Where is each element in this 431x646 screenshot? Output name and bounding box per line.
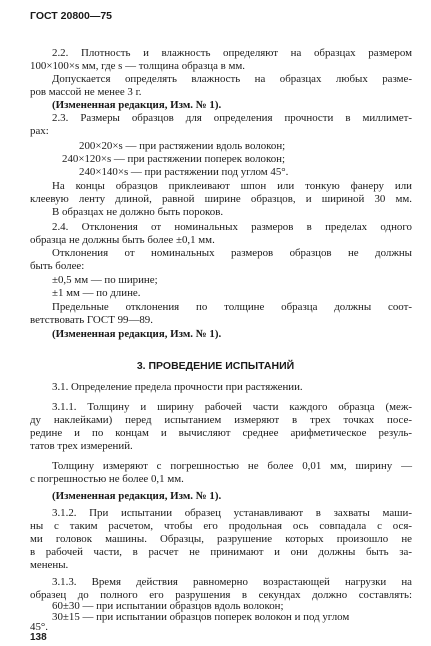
para-2-3-line-6: На концы образцов приклеивают шпон или тонкую фанеру или — [52, 180, 412, 192]
para-3-1-3-line-2: образец до полного его разрушения в секундах должно составлять: — [30, 589, 412, 601]
amendment-note: (Измененная редакция, Изм. № 1). — [52, 490, 222, 502]
para-2-2-line-1: 2.2. Плотность и влажность определяют на образцах размером — [52, 47, 412, 59]
para-2-4-line-1: 2.4. Отклонения от номинальных размеров в пределах одного — [52, 221, 412, 233]
para-3-1-1-line-2: ду наклейками) перед испытанием измеряют в трех точках посе- — [30, 414, 412, 426]
para-2-3-line-2: рах: — [30, 125, 49, 137]
para-2-3-line-1: 2.3. Размеры образцов для определения прочности в миллимет- — [52, 112, 412, 124]
para-3-1-1-line-3: редине и по концам и вычисляют среднее арифметическое резуль- — [30, 427, 412, 439]
para-3-1-1-line-5: Толщину измеряют с погрешностью не более 0,01 мм, ширину — — [52, 460, 412, 472]
para-2-4-line-8: ветствовать ГОСТ 99—89. — [30, 314, 153, 326]
para-2-4-line-2: образца не должны быть более ±0,1 мм. — [30, 234, 215, 246]
size-line-2: 240×120×s — при растяжении поперек волокон; — [62, 153, 286, 165]
tolerance-line-2: ±1 мм — по длине. — [52, 287, 141, 299]
para-3-1-1-line-4: татов трех измерений. — [30, 440, 133, 452]
amendment-note: (Измененная редакция, Изм. № 1). — [52, 99, 222, 111]
doc-header-ref: ГОСТ 20800—75 — [30, 10, 113, 22]
para-2-3-line-8: В образцах не должно быть пороков. — [52, 206, 224, 218]
size-line-1: 200×20×s — при растяжении вдоль волокон; — [79, 140, 286, 152]
para-2-2-line-2: 100×100×s мм, где s — толщина образца в мм. — [30, 60, 246, 72]
duration-line-2: 30±15 — при испытании образцов поперек волокон и под углом — [52, 611, 350, 623]
para-3-1-1-line-6: с погрешностью не более 0,1 мм. — [30, 473, 184, 485]
para-3-1-2-line-5: менены. — [30, 559, 69, 571]
para-2-2-line-3: Допускается определять влажность на образцах любых разме- — [52, 73, 412, 85]
para-3-1: 3.1. Определение предела прочности при растяжении. — [52, 381, 303, 393]
duration-line-1: 60±30 — при испытании образцов вдоль волокон; — [52, 600, 284, 612]
duration-line-3: 45°. — [30, 621, 48, 633]
para-3-1-2-line-4: в рабочей части, в расчет не принимают и они должны быть за- — [30, 546, 412, 558]
para-3-1-2-line-1: 3.1.2. При испытании образец устанавливают в захваты маши- — [52, 507, 412, 519]
tolerance-line-1: ±0,5 мм — по ширине; — [52, 274, 158, 286]
para-3-1-3-line-1: 3.1.3. Время действия равномерно возрастающей нагрузки на — [52, 576, 412, 588]
page-number: 138 — [30, 632, 47, 643]
para-2-4-line-3: Отклонения от номинальных размеров образцов не должны — [52, 247, 412, 259]
para-3-1-1-line-1: 3.1.1. Толщину и ширину рабочей части каждого образца (меж- — [52, 401, 412, 413]
size-line-3: 240×140×s — при растяжении под углом 45°. — [79, 166, 289, 178]
section-heading: 3. ПРОВЕДЕНИЕ ИСПЫТАНИЙ — [136, 360, 295, 372]
para-2-4-line-7: Предельные отклонения по толщине образца должны соот- — [52, 301, 412, 313]
para-3-1-2-line-3: ми головок машины. Образцы, разрушение которых произошло не — [30, 533, 412, 545]
para-3-1-2-line-2: ны с таким расчетом, чтобы его продольная ось совпадала с ося- — [30, 520, 412, 532]
amendment-note: (Измененная редакция, Изм. № 1). — [52, 328, 222, 340]
para-2-2-line-4: ров массой не менее 3 г. — [30, 86, 142, 98]
para-2-4-line-4: быть более: — [30, 260, 85, 272]
para-2-3-line-7: клеевую ленту длиной, равной ширине образцов, и шириной 30 мм. — [30, 193, 412, 205]
